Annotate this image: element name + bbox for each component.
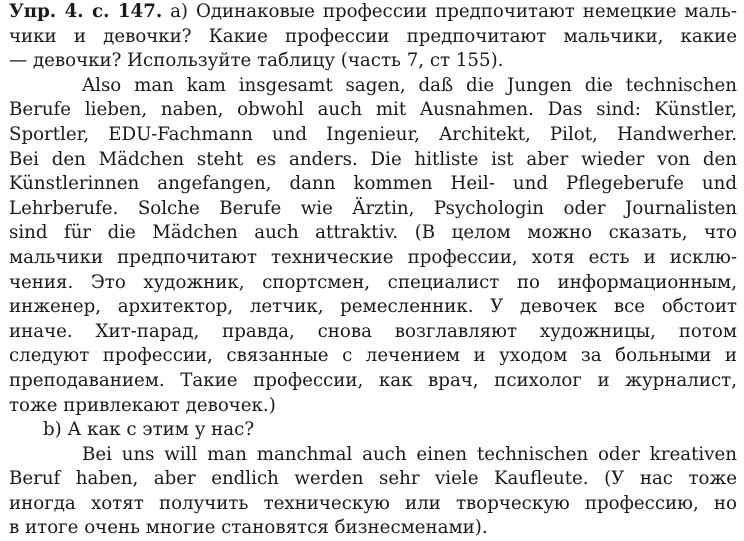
- answer-line: Also man kam insgesamt sagen, daß die Jungen die technischen: [82, 74, 737, 96]
- question-text: Одинаковые профессии предпочитают немецкие маль-: [195, 1, 737, 22]
- answer-line: чения. Это художник, спортсмен, специалист по информационным,: [9, 271, 737, 293]
- question-line: — девочки? Используйте таблицу (часть 7, ст 155).: [9, 50, 504, 72]
- answer-line: Lehrberufe. Solche Berufe wie Ärztin, Psychologin oder Journalisten: [9, 197, 737, 219]
- answer-line: инженер, архитектор, летчик, ремесленник. У девочек все обстоит: [9, 296, 737, 318]
- answer-line: sind für die Mädchen auch attraktiv. (В целом можно сказать, что: [9, 222, 737, 244]
- part-a-marker: a): [170, 1, 189, 22]
- answer-line: Bei uns will man manchmal auch einen technischen oder kreativen: [82, 443, 737, 465]
- answer-line: иногда хотят получить техническую или творческую профессию, но: [9, 492, 737, 514]
- answer-line: Beruf haben, aber endlich werden sehr viele Kaufleute. (У нас тоже: [9, 468, 737, 490]
- part-b-question: b) А как с этим у нас?: [43, 419, 255, 441]
- question-line: [9, 0, 737, 25]
- answer-line: преподаванием. Такие профессии, как врач, психолог и журналист,: [9, 369, 737, 391]
- answer-line: мальчики предпочитают технические профессии, хотя есть и исклю-: [9, 246, 737, 268]
- answer-line: Bei den Mädchen steht es anders. Die hitliste ist aber wieder von den: [9, 148, 737, 170]
- answer-line: иначе. Хит-парад, правда, снова возглавляют художницы, потом: [9, 320, 737, 342]
- answer-line: Künstlerinnen angefangen, dann kommen Heil- und Pflegeberufe und: [9, 173, 737, 195]
- answer-line: Berufe lieben, naben, obwohl auch mit Ausnahmen. Das sind: Künstler,: [9, 99, 737, 121]
- answer-line: следуют профессии, связанные с лечением и уходом за больными и: [9, 345, 737, 367]
- answer-line: тоже привлекают девочек.): [9, 394, 276, 416]
- answer-line: в итоге очень многие становятся бизнесменами).: [9, 517, 488, 539]
- answer-line: Sportler, EDU-Fachmann und Ingenieur, Architekt, Pilot, Handwerher.: [9, 123, 737, 145]
- question-line: чики и девочки? Какие профессии предпочитают мальчики, какие: [9, 25, 737, 47]
- exercise-label: Упр. 4. с. 147.: [9, 1, 163, 22]
- exercise-text: [9, 0, 737, 541]
